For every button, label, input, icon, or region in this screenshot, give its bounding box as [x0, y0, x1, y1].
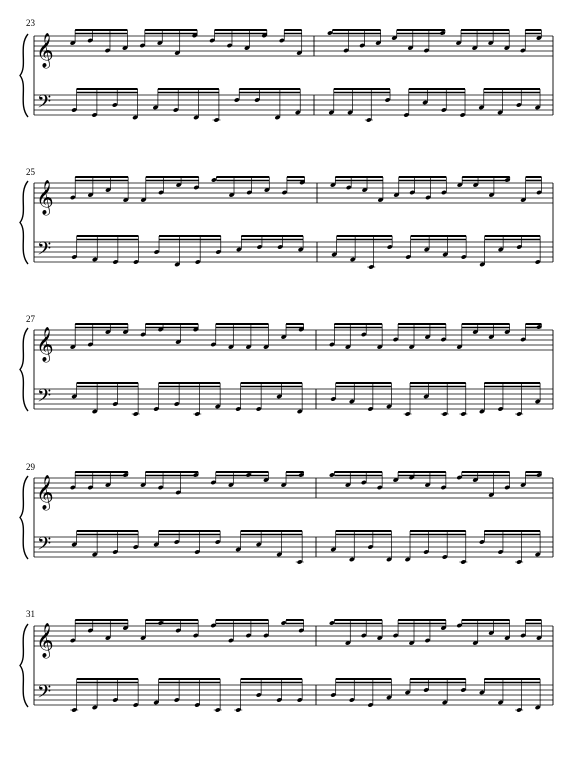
treble-clef-icon: 𝄞 — [36, 623, 54, 658]
bass-clef-icon: 𝄢 — [37, 386, 52, 411]
bass-clef-icon: 𝄢 — [37, 682, 52, 707]
treble-clef-icon: 𝄞 — [36, 33, 54, 68]
treble-clef-icon: 𝄞 — [36, 327, 54, 362]
bass-clef-icon: 𝄢 — [37, 92, 52, 117]
system-brace — [20, 624, 28, 707]
treble-clef-icon: 𝄞 — [36, 475, 54, 510]
measure-number: 31 — [26, 609, 35, 619]
treble-clef-icon: 𝄞 — [36, 180, 54, 215]
system-brace — [20, 476, 28, 559]
measure-number: 29 — [26, 462, 35, 472]
system-brace — [20, 181, 28, 264]
measure-number: 25 — [26, 167, 35, 177]
system-brace — [20, 328, 28, 411]
bass-clef-icon: 𝄢 — [37, 534, 52, 559]
measure-number: 27 — [26, 314, 35, 324]
system-brace — [20, 34, 28, 117]
bass-clef-icon: 𝄢 — [37, 239, 52, 264]
measure-number: 23 — [26, 18, 35, 28]
